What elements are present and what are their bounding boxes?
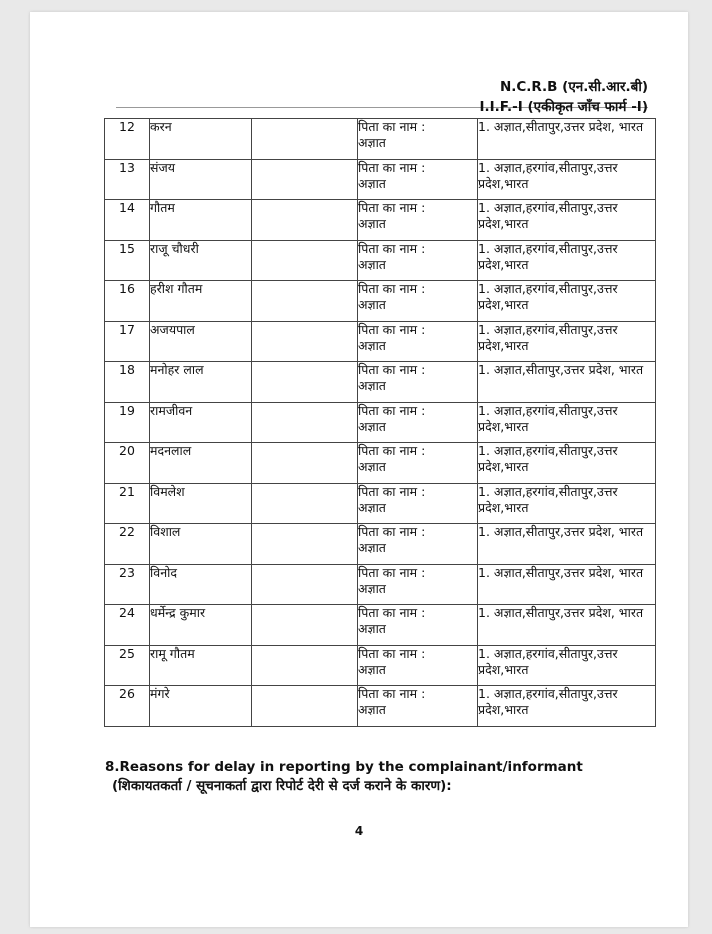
address-cell: 1. अज्ञात,सीतापुर,उत्तर प्रदेश, भारत xyxy=(478,605,656,646)
father-name-cell xyxy=(358,564,478,605)
father-name-label: पिता का नाम : xyxy=(358,240,426,256)
empty-cell xyxy=(252,443,358,484)
father-name-cell xyxy=(358,686,478,727)
serial-number: 25 xyxy=(105,645,150,686)
empty-cell xyxy=(252,362,358,403)
empty-cell xyxy=(252,524,358,565)
father-name-value: अज्ञात xyxy=(358,540,386,555)
person-name: विशाल xyxy=(150,524,252,565)
father-name-value: अज्ञात xyxy=(358,459,386,474)
father-name-cell xyxy=(358,483,478,524)
empty-cell xyxy=(252,605,358,646)
table-row xyxy=(105,605,656,646)
empty-cell xyxy=(252,645,358,686)
father-name-label: पिता का नाम : xyxy=(358,686,426,701)
accused-table xyxy=(104,118,656,727)
person-name: अजयपाल xyxy=(150,321,252,362)
empty-cell xyxy=(252,483,358,524)
serial-number: 19 xyxy=(105,402,150,443)
father-name-cell xyxy=(358,281,478,322)
father-name-label: पिता का नाम : xyxy=(358,443,426,458)
document-page xyxy=(30,12,688,927)
address-cell: 1. अज्ञात,हरगांव,सीतापुर,उत्तर प्रदेश,भारत xyxy=(478,483,656,524)
empty-cell xyxy=(252,402,358,443)
header-iif: I.I.F.-I (एकीकृत जाँच फार्म -I) xyxy=(479,99,648,115)
father-name-label: पिता का नाम : xyxy=(358,321,426,337)
serial-number: 20 xyxy=(105,443,150,484)
serial-number: 13 xyxy=(105,159,150,200)
serial-number: 15 xyxy=(105,240,150,281)
person-name: राजू चौधरी xyxy=(150,240,252,281)
address-cell: 1. अज्ञात,हरगांव,सीतापुर,उत्तर प्रदेश,भारत xyxy=(478,240,656,281)
address-cell: 1. अज्ञात,सीतापुर,उत्तर प्रदेश, भारत xyxy=(478,524,656,565)
father-name-label: पिता का नाम : xyxy=(358,483,426,499)
table-row xyxy=(105,159,656,200)
person-name: रामू गौतम xyxy=(150,645,252,686)
address-cell: 1. अज्ञात,हरगांव,सीतापुर,उत्तर प्रदेश,भारत xyxy=(478,443,656,484)
father-name-value: अज्ञात xyxy=(358,499,386,515)
table-row xyxy=(105,443,656,484)
father-name-cell xyxy=(358,240,478,281)
page-number: 4 xyxy=(354,824,364,838)
father-name-cell xyxy=(358,362,478,403)
serial-number: 18 xyxy=(105,362,150,403)
father-name-value: अज्ञात xyxy=(358,297,386,312)
table-row xyxy=(105,645,656,686)
father-name-label: पिता का नाम : xyxy=(358,200,426,215)
serial-number: 14 xyxy=(105,200,150,241)
section-8-title: 8.Reasons for delay in reporting by the complainant/informant xyxy=(105,759,583,775)
address-cell: 1. अज्ञात,हरगांव,सीतापुर,उत्तर प्रदेश,भारत xyxy=(478,200,656,241)
father-name-value: अज्ञात xyxy=(358,175,386,191)
person-name: संजय xyxy=(150,159,252,200)
person-name: मंगरे xyxy=(150,686,252,727)
person-name: हरीश गौतम xyxy=(150,281,252,322)
serial-number: 17 xyxy=(105,321,150,362)
person-name: गौतम xyxy=(150,200,252,241)
father-name-value: अज्ञात xyxy=(358,135,386,150)
address-cell: 1. अज्ञात,हरगांव,सीतापुर,उत्तर प्रदेश,भारत xyxy=(478,645,656,686)
father-name-label: पिता का नाम : xyxy=(358,119,426,134)
father-name-value: अज्ञात xyxy=(358,256,386,272)
empty-cell xyxy=(252,200,358,241)
father-name-cell xyxy=(358,159,478,200)
table-row xyxy=(105,321,656,362)
father-name-value: अज्ञात xyxy=(358,337,386,353)
father-name-label: पिता का नाम : xyxy=(358,524,426,539)
table-row xyxy=(105,200,656,241)
father-name-label: पिता का नाम : xyxy=(358,362,426,377)
father-name-label: पिता का नाम : xyxy=(358,645,426,661)
address-cell: 1. अज्ञात,सीतापुर,उत्तर प्रदेश, भारत xyxy=(478,119,656,160)
person-name: विनोद xyxy=(150,564,252,605)
serial-number: 24 xyxy=(105,605,150,646)
father-name-value: अज्ञात xyxy=(358,621,386,636)
table-row xyxy=(105,362,656,403)
person-name: धर्मेन्द्र कुमार xyxy=(150,605,252,646)
empty-cell xyxy=(252,564,358,605)
father-name-value: अज्ञात xyxy=(358,378,386,393)
table-row xyxy=(105,524,656,565)
serial-number: 16 xyxy=(105,281,150,322)
father-name-value: अज्ञात xyxy=(358,580,386,596)
header-ncrb: N.C.R.B (एन.सी.आर.बी) xyxy=(499,79,648,95)
table-row xyxy=(105,564,656,605)
address-cell: 1. अज्ञात,हरगांव,सीतापुर,उत्तर प्रदेश,भारत xyxy=(478,402,656,443)
father-name-cell xyxy=(358,443,478,484)
person-name: रामजीवन xyxy=(150,402,252,443)
serial-number: 23 xyxy=(105,564,150,605)
father-name-cell xyxy=(358,645,478,686)
table-row xyxy=(105,402,656,443)
father-name-cell xyxy=(358,402,478,443)
empty-cell xyxy=(252,321,358,362)
table-row xyxy=(105,240,656,281)
serial-number: 22 xyxy=(105,524,150,565)
father-name-cell xyxy=(358,605,478,646)
father-name-label: पिता का नाम : xyxy=(358,564,426,580)
table-row xyxy=(105,281,656,322)
father-name-label: पिता का नाम : xyxy=(358,159,426,175)
father-name-cell xyxy=(358,119,478,160)
address-cell: 1. अज्ञात,हरगांव,सीतापुर,उत्तर प्रदेश,भारत xyxy=(478,281,656,322)
father-name-label: पिता का नाम : xyxy=(358,402,426,418)
empty-cell xyxy=(252,159,358,200)
empty-cell xyxy=(252,240,358,281)
table-row xyxy=(105,483,656,524)
serial-number: 12 xyxy=(105,119,150,160)
father-name-label: पिता का नाम : xyxy=(358,281,426,296)
father-name-cell xyxy=(358,321,478,362)
person-name: विमलेश xyxy=(150,483,252,524)
father-name-value: अज्ञात xyxy=(358,661,386,677)
father-name-label: पिता का नाम : xyxy=(358,605,426,620)
section-8-subtitle: (शिकायतकर्ता / सूचनाकर्ता द्वारा रिपोर्ट देरी से दर्ज कराने के कारण): xyxy=(112,778,452,794)
serial-number: 21 xyxy=(105,483,150,524)
father-name-cell xyxy=(358,200,478,241)
empty-cell xyxy=(252,686,358,727)
address-cell: 1. अज्ञात,हरगांव,सीतापुर,उत्तर प्रदेश,भारत xyxy=(478,686,656,727)
address-cell: 1. अज्ञात,हरगांव,सीतापुर,उत्तर प्रदेश,भारत xyxy=(478,159,656,200)
serial-number: 26 xyxy=(105,686,150,727)
empty-cell xyxy=(252,119,358,160)
empty-cell xyxy=(252,281,358,322)
address-cell: 1. अज्ञात,सीतापुर,उत्तर प्रदेश, भारत xyxy=(478,564,656,605)
person-name: मनोहर लाल xyxy=(150,362,252,403)
father-name-value: अज्ञात xyxy=(358,702,386,717)
address-cell: 1. अज्ञात,सीतापुर,उत्तर प्रदेश, भारत xyxy=(478,362,656,403)
address-cell: 1. अज्ञात,हरगांव,सीतापुर,उत्तर प्रदेश,भारत xyxy=(478,321,656,362)
person-name: करन xyxy=(150,119,252,160)
person-name: मदनलाल xyxy=(150,443,252,484)
father-name-cell xyxy=(358,524,478,565)
table-row xyxy=(105,686,656,727)
table-row xyxy=(105,119,656,160)
father-name-value: अज्ञात xyxy=(358,216,386,231)
father-name-value: अज्ञात xyxy=(358,418,386,434)
